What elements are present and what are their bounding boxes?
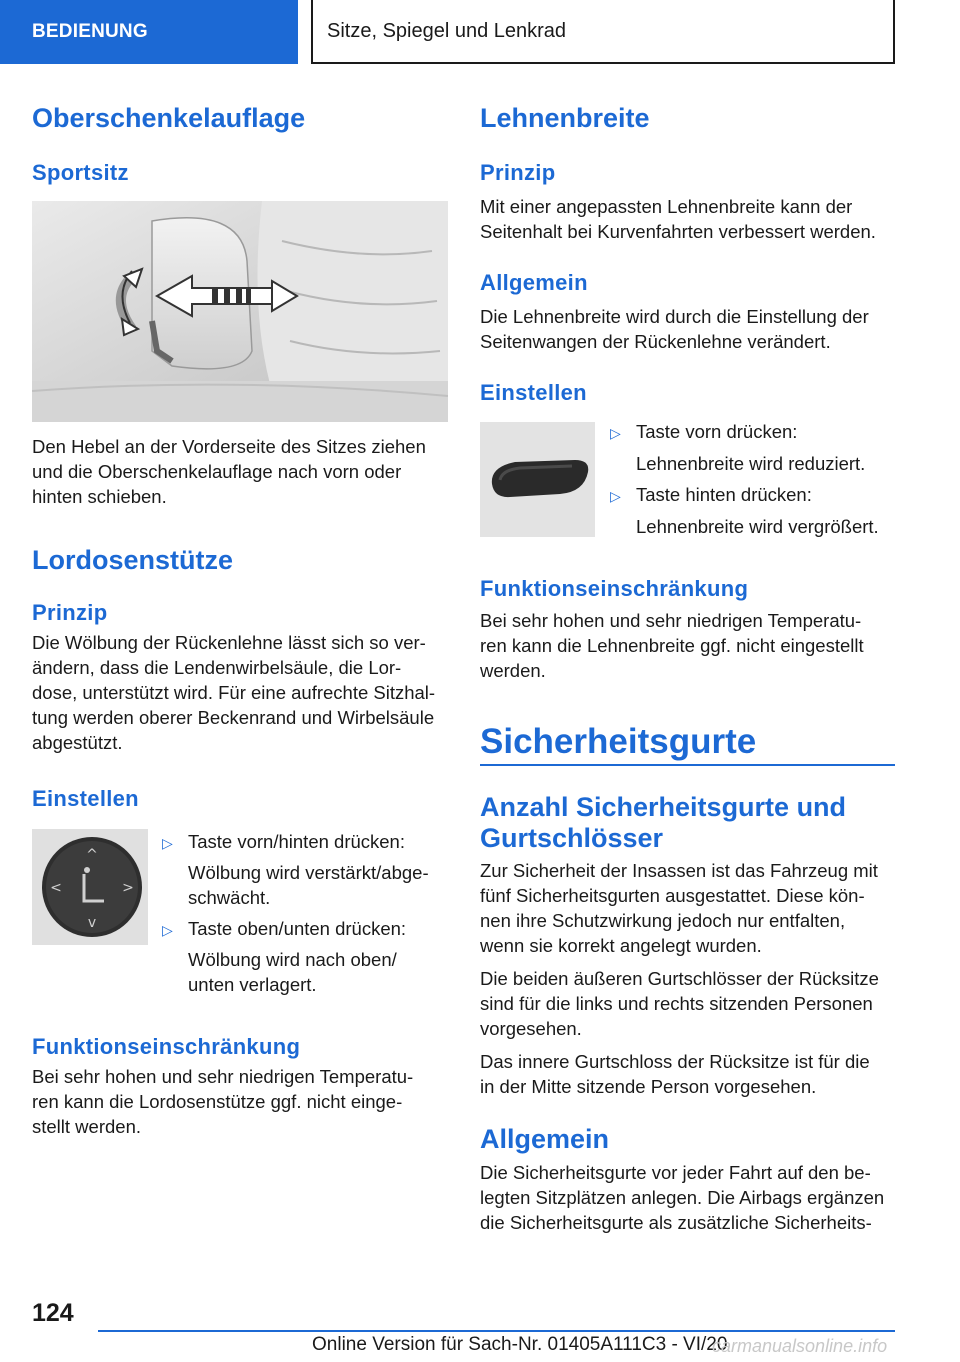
svg-text:v: v [87,915,97,931]
heading-funktionseinschraenkung: Funktionseinschränkung [32,1034,301,1059]
paragraph-line: Bei sehr hohen und sehr niedrigen Temperatu- [480,610,862,631]
heading-line: Gurtschlösser [480,823,664,853]
section-tab-label: BEDIENUNG [32,21,148,42]
bullet-title: Taste vorn drücken: [636,421,798,442]
svg-text:<: < [50,880,62,896]
paragraph-line: fünf Sicherheitsgurten ausgestattet. Diese kön- [480,885,865,906]
svg-text:^: ^ [86,847,98,863]
paragraph-line: abgestützt. [32,732,123,753]
paragraph-line: Das innere Gurtschloss der Rücksitze ist für die [480,1051,870,1072]
heading-funktionseinschraenkung: Funktionseinschränkung [480,576,749,601]
watermark: carmanualsonline.info [712,1336,888,1356]
page-number: 124 [32,1299,74,1327]
paragraph-line: die Sicherheitsgurte als zusätzliche Sicherheits- [480,1212,872,1233]
paragraph-inneres-gurtschloss [480,1049,870,1099]
heading-oberschenkelauflage: Oberschenkelauflage [32,103,306,133]
bullet-body-line: schwächt. [188,887,271,908]
bullet-title: Taste hinten drücken: [636,484,812,505]
paragraph-line: stellt werden. [32,1116,141,1137]
bullet-body-line: Lehnenbreite wird vergrößert. [636,516,879,537]
paragraph-funktion [32,1064,413,1139]
section-tab [0,0,298,64]
paragraph-line: Die Wölbung der Rückenlehne lässt sich so ver- [32,632,426,653]
paragraph-line: Die Lehnenbreite wird durch die Einstellung der [480,306,869,327]
chapter-title: Sitze, Spiegel und Lenkrad [327,19,567,42]
paragraph-hebel [32,434,426,509]
paragraph-line: Seitenwangen der Rückenlehne verändert. [480,331,831,352]
bullet-body-line: Lehnenbreite wird reduziert. [636,453,866,474]
paragraph-line: werden. [480,660,546,681]
bullet-body-line: Wölbung wird verstärkt/abge- [188,862,429,883]
paragraph-funktion [480,608,864,683]
heading-prinzip: Prinzip [480,160,556,185]
lumbar-control-svg [32,829,148,945]
paragraph-line: Die beiden äußeren Gurtschlösser der Rücksitze [480,968,879,989]
paragraph-prinzip [32,630,435,755]
heading-lehnenbreite: Lehnenbreite [480,103,650,133]
section-divider [480,764,895,766]
svg-text:>: > [122,880,134,896]
backrest-button-svg [480,422,595,537]
paragraph-line: legten Sitzplätzen anlegen. Die Airbags ergänzen [480,1187,885,1208]
bullet-body-line: Wölbung wird nach oben/ [188,949,397,970]
paragraph-line: in der Mitte sitzende Person vorgesehen. [480,1076,817,1097]
paragraph-line: und die Oberschenkelauflage nach vorn oder [32,461,402,482]
paragraph-allgemein-2 [480,1160,884,1235]
paragraph-line: wenn sie korrekt angelegt wurden. [480,935,762,956]
paragraph-line: hinten schieben. [32,486,167,507]
paragraph-line: ren kann die Lehnenbreite ggf. nicht eingestellt [480,635,864,656]
heading-sicherheitsgurte: Sicherheitsgurte [480,722,757,761]
seat-thigh-support-illustration [32,201,448,422]
paragraph-anzahl [480,858,878,958]
bullet-triangle-icon: ▷ [610,425,621,441]
bullet-body-line: unten verlagert. [188,974,317,995]
bullet-triangle-icon: ▷ [610,488,621,504]
online-version-note: Online Version für Sach-Nr. 01405A111C3 - VI/20 [312,1334,728,1355]
paragraph-prinzip [480,194,876,244]
paragraph-line: Den Hebel an der Vorderseite des Sitzes ziehen [32,436,426,457]
paragraph-gurtschloesser [480,966,879,1041]
seat-illustration-svg [32,201,448,422]
paragraph-line: Seitenhalt bei Kurvenfahrten verbessert werden. [480,221,876,242]
bullet-title: Taste vorn/hinten drücken: [188,831,405,852]
paragraph-line: Mit einer angepassten Lehnenbreite kann der [480,196,853,217]
bullet-triangle-icon: ▷ [162,922,173,938]
heading-sportsitz: Sportsitz [32,160,129,185]
footer-divider [98,1330,895,1332]
heading-allgemein: Allgemein [480,270,588,295]
heading-anzahl-gurte [480,792,846,854]
bullet-title: Taste oben/unten drücken: [188,918,407,939]
heading-allgemein-2: Allgemein [480,1124,610,1154]
bullet-triangle-icon: ▷ [162,835,173,851]
backrest-width-button-image [480,422,595,537]
paragraph-line: Zur Sicherheit der Insassen ist das Fahrzeug mit [480,860,878,881]
paragraph-line: sind für die links und rechts sitzenden Personen [480,993,873,1014]
heading-prinzip: Prinzip [32,600,108,625]
heading-lordosenstuetze: Lordosenstütze [32,545,234,575]
paragraph-line: vorgesehen. [480,1018,582,1039]
paragraph-line: dose, unterstützt wird. Für eine aufrechte Sitzhal- [32,682,436,703]
heading-einstellen: Einstellen [480,380,587,405]
chapter-title-box [311,0,895,64]
paragraph-line: ren kann die Lordosenstütze ggf. nicht einge- [32,1091,403,1112]
paragraph-allgemein [480,304,869,354]
paragraph-line: Bei sehr hohen und sehr niedrigen Temperatu- [32,1066,414,1087]
paragraph-line: ändern, dass die Lendenwirbelsäule, die Lor- [32,657,402,678]
heading-einstellen: Einstellen [32,786,139,811]
lumbar-control-image [32,829,148,945]
paragraph-line: tung werden oberer Beckenrand und Wirbelsäule [32,707,435,728]
paragraph-line: Die Sicherheitsgurte vor jeder Fahrt auf den be- [480,1162,871,1183]
paragraph-line: nen ihre Schutzwirkung jedoch nur entfalten, [480,910,846,931]
heading-line: Anzahl Sicherheitsgurte und [480,792,847,822]
